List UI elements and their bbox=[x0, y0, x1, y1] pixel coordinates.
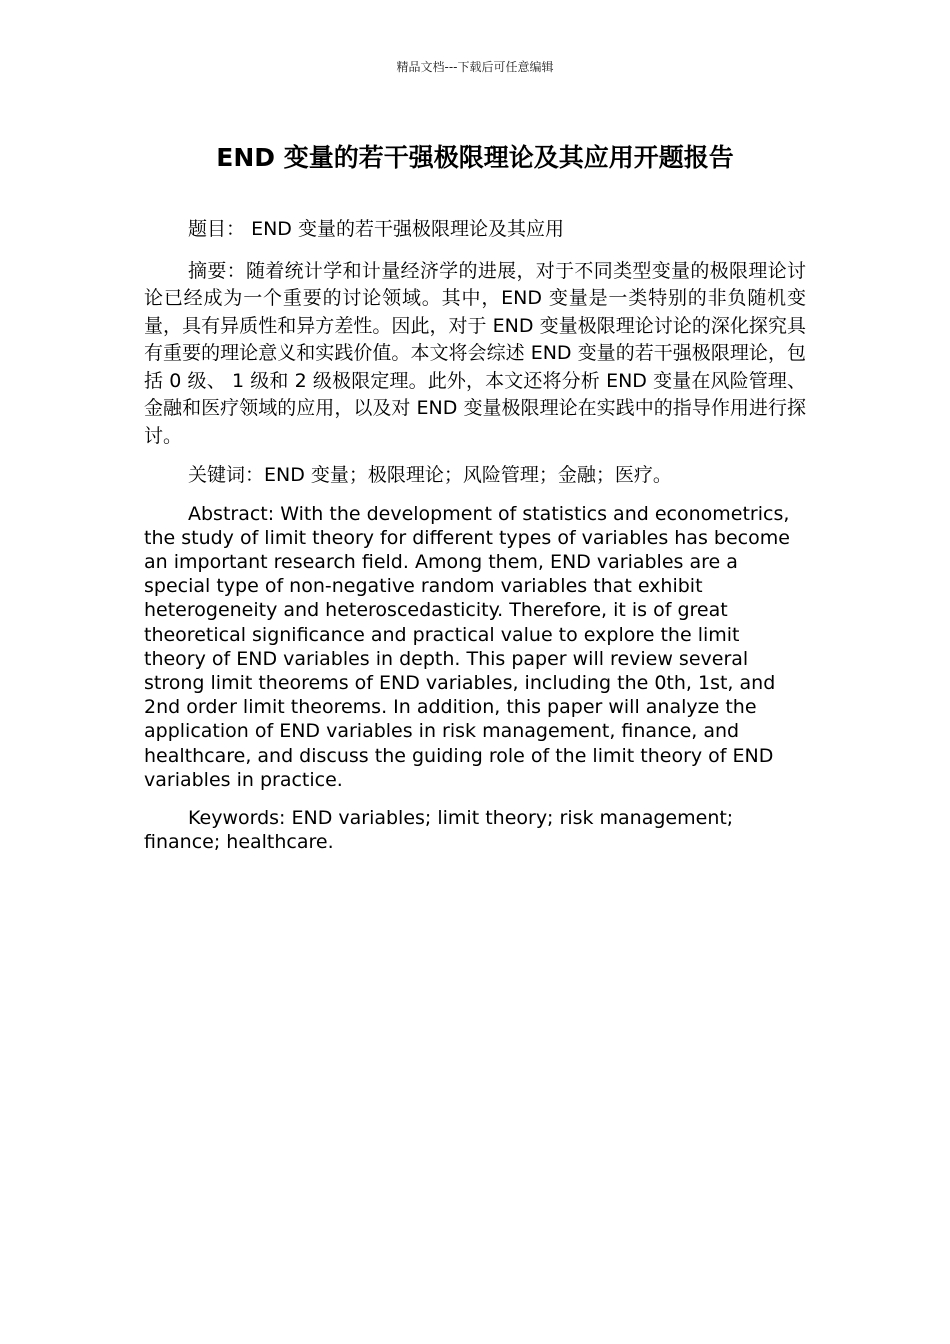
keywords-cn-text: END 变量；极限理论；风险管理；金融；医疗。 bbox=[264, 464, 672, 486]
abstract-cn-label: 摘要： bbox=[188, 259, 246, 282]
document-body bbox=[144, 216, 806, 868]
keywords-en-paragraph: Keywords: END variables; limit theory; risk management; finance; healthcare. bbox=[144, 806, 734, 854]
topic-value: END 变量的若干强极限理论及其应用 bbox=[251, 218, 564, 240]
document-title: END 变量的若干强极限理论及其应用开题报告 bbox=[216, 143, 734, 172]
abstract-en-paragraph: Abstract: With the development of statistics and econometrics, the study of limit theory for different types of variables has become an important research field. Among them, END variables are a special type of non-negative random variables that exhibit heterogeneity and heteroscedasticity. Therefore, it is of great theoretical significance and practical value to explore the limit theory of END variables in depth. This paper will review several strong limit theorems of END variables, including the 0th, 1st, and 2nd order limit theorems. In addition, this paper will analyze the application of END variables in risk management, finance, and healthcare, and discuss the guiding role of the limit theory of END variables in practice. bbox=[144, 502, 790, 791]
abstract-cn-paragraph bbox=[144, 258, 806, 451]
topic-label: 题目： bbox=[188, 218, 246, 240]
keywords-cn-paragraph bbox=[144, 462, 806, 490]
abstract-cn-text: 随着统计学和计量经济学的进展，对于不同类型变量的极限理论讨论已经成为一个重要的讨论领域。其中，END 变量是一类特别的非负随机变量，具有异质性和异方差性。因此，对于 END 变量极限理论讨论的深化探究具有重要的理论意义和实践价值。本文将会综述 END 变量的若干强极限理论，包括 0 级、 1 级和 2 级极限定理。此外，本文还将分析 END 变量在风险管理、金融和医疗领域的应用，以及对 END 变量极限理论在实践中的指导作用进行探讨。 bbox=[144, 259, 806, 447]
topic-paragraph bbox=[144, 216, 806, 244]
keywords-cn-label: 关键词： bbox=[188, 464, 265, 486]
header-note: 精品文档---下载后可任意编辑 bbox=[396, 60, 554, 74]
